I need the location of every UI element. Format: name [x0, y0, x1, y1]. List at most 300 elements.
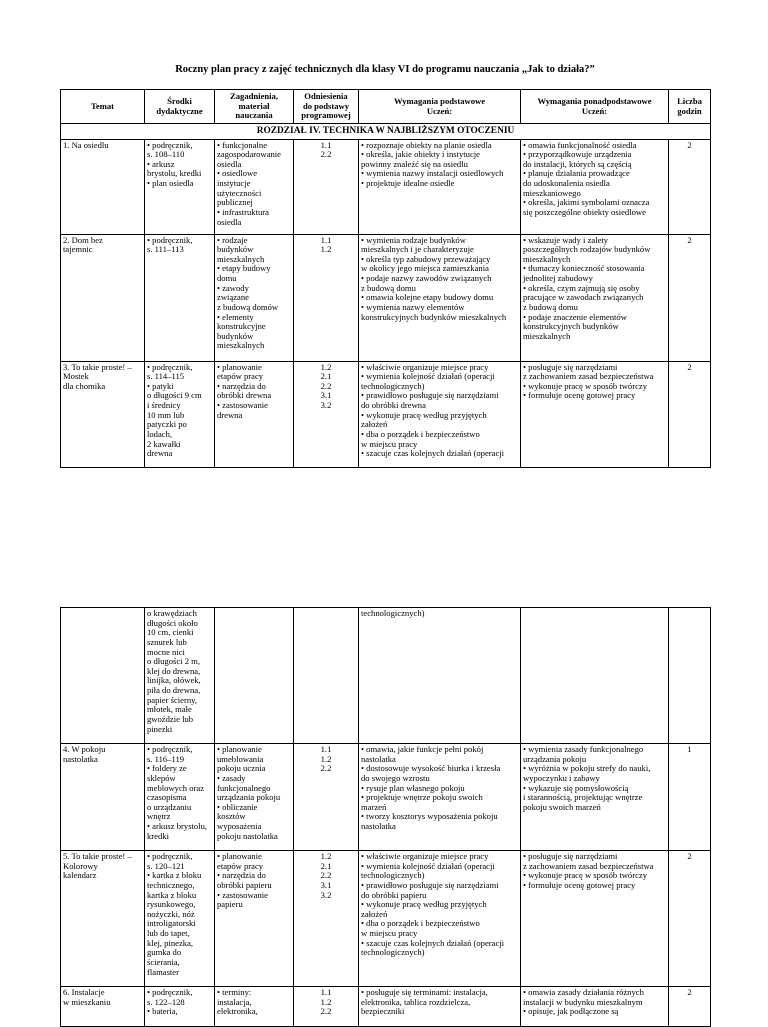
cell-line: • wymienia rodzaje budynków: [361, 234, 466, 245]
cell-line: • posługuje się narzędziami: [523, 361, 618, 372]
cell-line: • omawia zasady działania różnych: [523, 987, 644, 997]
cell-line: osiedla: [217, 158, 242, 169]
cell-line: linijka, ołówek,: [147, 675, 201, 686]
cell-zagadnienia: [215, 608, 294, 744]
section-title: ROZDZIAŁ IV. TECHNIKA W NAJBLIŻSZYM OTOCZENIU: [61, 124, 711, 140]
cell-line: użyteczności: [217, 187, 262, 198]
cell-line: długości około: [147, 617, 198, 628]
cell-line: • planowanie: [217, 361, 262, 372]
cell-temat: [61, 139, 145, 234]
cell-srodki: [145, 139, 215, 234]
cell-line: • rodzaje: [217, 234, 248, 245]
cell-line: i średnicy: [147, 400, 181, 411]
cell-line: • planowanie: [217, 851, 262, 861]
cell-line: 2.1: [320, 860, 332, 871]
cell-line: 1.2: [320, 996, 332, 1007]
cell-line: nastolatka: [63, 753, 98, 764]
cell-line: s. 116–119: [147, 753, 185, 764]
cell-line: budynków: [217, 244, 254, 255]
cell-line: • terminy:: [217, 987, 252, 997]
cell-line: • wykonuje pracę według przyjętych: [361, 899, 487, 910]
cell-line: materiał: [238, 100, 270, 111]
table-row: [61, 744, 711, 851]
cell-line: nastolatka: [361, 753, 396, 764]
cell-line: obróbki papieru: [217, 879, 272, 890]
cell-line: tajemnic: [63, 244, 93, 255]
cell-line: • planuje działania prowadzące: [523, 168, 630, 179]
header-temat: [61, 90, 145, 124]
cell-line: • osiedlowe: [217, 168, 258, 179]
cell-line: • wymienia zasady funkcjonalnego: [523, 744, 644, 754]
cell-line: • funkcjonalne: [217, 139, 268, 150]
cell-line: kalendarz: [63, 870, 97, 881]
cell-line: mocne nici: [147, 646, 185, 657]
cell-line: Zagadnienia,: [230, 91, 278, 102]
table-row: [61, 987, 711, 1027]
cell-line: do udoskonalenia osiedla: [523, 178, 610, 189]
cell-line: • wyróżnia w pokoju strefy do nauki,: [523, 763, 651, 774]
cell-line: poszczególnych rodzajów budynków: [523, 244, 651, 255]
cell-line: • formułuje ocenę gotowej pracy: [523, 390, 636, 401]
cell-line: domu: [217, 273, 237, 284]
cell-line: konstrukcyjne: [217, 321, 266, 332]
cell-line: elektronika,: [217, 1006, 258, 1017]
cell-line: • tłumaczy konieczność stosowania: [523, 263, 645, 274]
cell-line: s. 114–115: [147, 371, 185, 382]
header-wymagania-ponadpodstawowe: [521, 90, 669, 124]
cell-line: • omawia funkcjonalność osiedla: [523, 139, 637, 150]
cell-line: z zachowaniem zasad bezpieczeństwa: [523, 860, 654, 871]
cell-line: o długości 9 cm: [147, 390, 202, 401]
cell-liczba-godzin: 2: [669, 139, 711, 234]
cell-odniesienia: [294, 851, 359, 987]
cell-line: • infrastruktura: [217, 206, 269, 217]
cell-line: • dostosowuje wysokość biurka i krzesła: [361, 763, 501, 774]
cell-line: instalacja,: [217, 996, 252, 1007]
cell-line: osiedla: [217, 216, 242, 227]
cell-line: Uczeń:: [581, 105, 608, 116]
cell-line: papieru: [217, 899, 243, 910]
cell-srodki: [145, 987, 215, 1027]
cell-line: drewna: [147, 448, 173, 459]
cell-srodki: [145, 608, 215, 744]
cell-line: 1.2: [320, 851, 332, 861]
plan-table-part-1: [60, 89, 711, 468]
cell-line: w okolicy jego miejsca zamieszkania: [361, 263, 489, 274]
cell-line: • podaje znaczenie elementów: [523, 311, 627, 322]
cell-liczba-godzin: 2: [669, 234, 711, 361]
cell-line: konstrukcyjnych budynków: [523, 321, 619, 332]
cell-line: • arkusz: [147, 158, 175, 169]
cell-line: • projektuje wnętrze pokoju swoich: [361, 792, 483, 803]
cell-line: • patyki: [147, 380, 174, 391]
cell-liczba-godzin: [669, 608, 711, 744]
cell-line: 1.2: [320, 244, 332, 255]
cell-temat: [61, 851, 145, 987]
cell-line: pracujące w zawodach związanych: [523, 292, 644, 303]
cell-line: 10 mm lub: [147, 409, 185, 420]
cell-line: założeń: [361, 419, 388, 430]
cell-line: nauczania: [235, 110, 273, 121]
cell-line: • omawia kolejne etapy budowy domu: [361, 292, 494, 303]
cell-line: 2 kawałki: [147, 438, 181, 449]
cell-line: papier ścierny,: [147, 694, 198, 705]
cell-srodki: [145, 851, 215, 987]
cell-line: piła do drewna,: [147, 685, 201, 695]
cell-line: 1.1: [320, 139, 332, 150]
cell-line: 2.2: [320, 380, 332, 391]
cell-temat: [61, 234, 145, 361]
cell-line: gumka do: [147, 947, 182, 958]
cell-line: wypoczynku i zabawy: [523, 772, 600, 783]
cell-line: • właściwie organizuje miejsce pracy: [361, 851, 489, 861]
cell-line: Środki: [167, 95, 192, 106]
cell-line: • prawidłowo posługuje się narzędziami: [361, 879, 499, 890]
cell-line: s. 120–121: [147, 860, 185, 871]
header-odniesienia: [294, 90, 359, 124]
cell-line: z zachowaniem zasad bezpieczeństwa: [523, 371, 654, 382]
cell-line: • podręcznik,: [147, 361, 193, 372]
cell-line: • podaje nazwy zawodów związanych: [361, 273, 492, 284]
cell-line: • dba o porządek i bezpieczeństwo: [361, 918, 480, 929]
cell-line: o urządzaniu: [147, 801, 192, 812]
cell-line: o krawędziach: [147, 608, 197, 618]
cell-wymagania-ponadpodstawowe: [521, 608, 669, 744]
cell-zagadnienia: [215, 139, 294, 234]
cell-line: konstrukcyjnych budynków mieszkalnych: [361, 311, 507, 322]
cell-line: technologicznych): [361, 947, 425, 958]
cell-line: • projektuje idealne osiedle: [361, 178, 455, 189]
cell-odniesienia: [294, 139, 359, 234]
cell-line: do swojego wzrostu: [361, 772, 430, 783]
cell-line: do obróbki drewna: [361, 400, 426, 411]
cell-line: • plan osiedla: [147, 178, 194, 189]
table-row: [61, 608, 711, 744]
cell-line: 2.2: [320, 870, 332, 881]
cell-line: mieszkaniowego: [523, 187, 581, 198]
header-liczba-godzin: [669, 90, 711, 124]
cell-line: kartka z bloku: [147, 889, 197, 900]
cell-line: z budową domu: [523, 301, 578, 312]
cell-line: Wymagania podstawowe: [393, 95, 486, 106]
cell-line: zagospodarowanie: [217, 149, 281, 160]
cell-wymagania-ponadpodstawowe: [521, 744, 669, 851]
cell-line: • wymienia nazwy instalacji osiedlowych: [361, 168, 504, 179]
cell-line: bezpieczniki: [361, 1006, 405, 1017]
cell-line: umeblowania: [217, 753, 264, 764]
cell-line: • podręcznik,: [147, 139, 193, 150]
cell-line: • wykazuje się pomysłowością: [523, 782, 629, 793]
cell-line: obróbki drewna: [217, 390, 272, 401]
cell-line: 1.2: [320, 361, 332, 372]
cell-line: • dba o porządek i bezpieczeństwo: [361, 428, 480, 439]
cell-line: 3. To takie proste! –: [63, 361, 132, 372]
cell-line: klej, pinezka,: [147, 937, 194, 948]
header-row: [61, 90, 711, 124]
cell-temat: [61, 744, 145, 851]
cell-line: publicznej: [217, 197, 253, 208]
cell-line: 3.2: [320, 400, 332, 411]
cell-line: i starannością, projektując wnętrze: [523, 792, 643, 803]
cell-line: technologicznych): [361, 608, 425, 618]
cell-line: 2. Dom bez: [63, 234, 103, 245]
cell-line: • elementy: [217, 311, 254, 322]
cell-line: • właściwie organizuje miejsce pracy: [361, 361, 489, 372]
cell-line: • arkusz brystolu,: [147, 821, 208, 831]
cell-line: s. 111–113: [147, 244, 184, 255]
cell-line: 5. To takie proste! –: [63, 851, 132, 861]
cell-line: • określa, jakie obiekty i instytucje: [361, 149, 480, 160]
cell-line: 2.1: [320, 371, 332, 382]
header-srodki: [145, 90, 215, 124]
cell-line: • wykonuje pracę według przyjętych: [361, 409, 487, 420]
cell-line: • narzędzia do: [217, 870, 266, 881]
cell-wymagania-ponadpodstawowe: [521, 139, 669, 234]
cell-line: • wskazuje wady i zalety: [523, 234, 609, 245]
cell-line: lodach,: [147, 428, 173, 439]
cell-line: wnętrz: [147, 811, 171, 822]
cell-line: 1.1: [320, 987, 332, 997]
cell-line: • foldery ze: [147, 763, 187, 774]
cell-temat: [61, 608, 145, 744]
cell-line: instalacji w budynku mieszkalnym: [523, 996, 643, 1007]
cell-line: • etapy budowy: [217, 263, 271, 274]
cell-line: godzin: [677, 105, 702, 116]
cell-line: • formułuje ocenę gotowej pracy: [523, 879, 636, 890]
cell-line: • posługuje się narzędziami: [523, 851, 618, 861]
cell-line: • zasady: [217, 772, 246, 783]
cell-line: • szacuje czas kolejnych działań (operacji: [361, 448, 505, 459]
cell-wymagania-podstawowe: [359, 987, 521, 1027]
cell-line: • wykonuje pracę w sposób twórczy: [523, 380, 648, 391]
cell-line: 3.2: [320, 889, 332, 900]
cell-line: Odniesienia: [304, 91, 348, 102]
cell-zagadnienia: [215, 234, 294, 361]
cell-line: Uczeń:: [426, 105, 453, 116]
cell-line: • bateria,: [147, 1006, 178, 1017]
cell-line: lub do tapet,: [147, 928, 190, 938]
cell-line: w miejscu pracy: [361, 438, 418, 449]
header-zagadnienia: [215, 90, 294, 124]
cell-line: 4. W pokoju: [63, 744, 106, 754]
cell-wymagania-podstawowe: [359, 361, 521, 467]
cell-liczba-godzin: 2: [669, 361, 711, 467]
cell-line: 1.1: [320, 744, 332, 754]
cell-srodki: [145, 361, 215, 467]
cell-line: w miejscu pracy: [361, 928, 418, 938]
table-row: [61, 139, 711, 234]
cell-line: etapów pracy: [217, 860, 264, 871]
cell-line: programowej: [301, 110, 351, 121]
cell-line: s. 108–110: [147, 149, 185, 160]
cell-line: • przyporządkowuje urządzenia: [523, 149, 632, 160]
cell-line: technicznego,: [147, 879, 195, 890]
cell-line: funkcjonalnego: [217, 782, 271, 793]
cell-line: rysunkowego,: [147, 899, 196, 910]
cell-line: do podstawy: [302, 100, 350, 111]
cell-line: 1.2: [320, 753, 332, 764]
page-title: Roczny plan pracy z zajęć technicznych dla klasy VI do programu nauczania „Jak to działa?”: [175, 64, 595, 75]
cell-line: Temat: [90, 100, 115, 111]
cell-line: pokoju swoich marzeń: [523, 801, 601, 812]
cell-line: • szacuje czas kolejnych działań (operacji: [361, 937, 505, 948]
cell-line: • podręcznik,: [147, 234, 193, 245]
table-row: [61, 234, 711, 361]
cell-line: urządzania pokoju: [523, 753, 587, 764]
cell-wymagania-podstawowe: [359, 851, 521, 987]
cell-line: • określa typ zabudowy przeważający: [361, 253, 491, 264]
cell-line: • podręcznik,: [147, 851, 193, 861]
cell-line: Liczba: [677, 95, 702, 106]
cell-line: • podręcznik,: [147, 987, 193, 997]
cell-line: 10 cm, cienki: [147, 627, 194, 638]
cell-line: technologicznych): [361, 380, 425, 391]
cell-line: kosztów: [217, 811, 246, 822]
header-wymagania-podstawowe: [359, 90, 521, 124]
cell-zagadnienia: [215, 987, 294, 1027]
cell-line: klej do drewna,: [147, 665, 201, 676]
cell-line: brystolu, kredki: [147, 168, 202, 179]
cell-line: 2.2: [320, 149, 332, 160]
cell-line: urządzania pokoju: [217, 792, 281, 803]
cell-line: sznurek lub: [147, 636, 187, 647]
cell-line: młotek, małe: [147, 704, 192, 715]
cell-line: powinny znaleźć się na osiedlu: [361, 158, 468, 169]
cell-line: • narzędzia do: [217, 380, 266, 391]
cell-line: dla chomika: [63, 380, 106, 391]
cell-line: meblowych oraz: [147, 782, 205, 793]
cell-line: Mostek: [63, 371, 89, 382]
cell-line: nastolatka: [361, 821, 396, 831]
plan-table-part-2: [60, 607, 711, 1027]
cell-line: z budową domu: [361, 282, 416, 293]
cell-line: technologicznych): [361, 870, 425, 881]
cell-line: nożyczki, nóż: [147, 908, 195, 919]
cell-temat: [61, 361, 145, 467]
cell-line: • opisuje, jak podłączone są: [523, 1006, 619, 1017]
cell-line: 3.1: [320, 390, 332, 401]
cell-line: do instalacji, których są częścią: [523, 158, 632, 169]
cell-line: pokoju ucznia: [217, 763, 266, 774]
cell-line: • wykonuje pracę w sposób twórczy: [523, 870, 648, 881]
cell-line: 6. Instalacje: [63, 987, 105, 997]
cell-srodki: [145, 744, 215, 851]
table-row: [61, 361, 711, 467]
cell-line: czasopisma: [147, 792, 187, 803]
section-row: [61, 124, 711, 140]
cell-line: • zastosowanie: [217, 889, 268, 900]
cell-line: w mieszkaniu: [63, 996, 111, 1007]
cell-line: sklepów: [147, 772, 176, 783]
cell-odniesienia: [294, 987, 359, 1027]
cell-temat: [61, 987, 145, 1027]
cell-line: 1. Na osiedlu: [63, 139, 109, 150]
cell-line: • tworzy kosztorys wyposażenia pokoju: [361, 811, 498, 822]
cell-line: 2.2: [320, 763, 332, 774]
table-row: [61, 851, 711, 987]
cell-line: mieszkalnych i je charakteryzuje: [361, 244, 474, 255]
cell-line: 3.1: [320, 879, 332, 890]
cell-line: 2.2: [320, 1006, 332, 1017]
cell-line: jednolitej zabudowy: [523, 273, 593, 284]
cell-liczba-godzin: 2: [669, 987, 711, 1027]
cell-line: Kolorowy: [63, 860, 98, 871]
cell-line: • rysuje plan własnego pokoju: [361, 782, 465, 793]
cell-line: wyposażenia: [217, 821, 262, 831]
cell-line: • posługuje się terminami: instalacja,: [361, 987, 488, 997]
cell-zagadnienia: [215, 851, 294, 987]
cell-line: • określa, jakimi symbolami oznacza: [523, 197, 650, 208]
cell-line: • określa, czym zajmują się osoby: [523, 282, 640, 293]
cell-line: • podręcznik,: [147, 744, 193, 754]
cell-line: do obróbki papieru: [361, 889, 427, 900]
cell-line: elektronika, tablica rozdzielcza,: [361, 996, 471, 1007]
cell-liczba-godzin: 1: [669, 744, 711, 851]
cell-wymagania-podstawowe: [359, 744, 521, 851]
cell-line: marzeń: [361, 801, 387, 812]
cell-wymagania-ponadpodstawowe: [521, 234, 669, 361]
cell-line: związane: [217, 292, 249, 303]
cell-line: • prawidłowo posługuje się narzędziami: [361, 390, 499, 401]
cell-line: s. 122–128: [147, 996, 185, 1007]
cell-zagadnienia: [215, 744, 294, 851]
cell-line: • wymienia kolejność działań (operacji: [361, 860, 495, 871]
cell-line: z budową domów: [217, 301, 279, 312]
cell-line: mieszkalnych: [523, 330, 571, 341]
cell-line: Wymagania ponadpodstawowe: [537, 95, 652, 106]
cell-line: flamaster: [147, 966, 179, 977]
cell-line: instytucje: [217, 178, 251, 189]
cell-line: pokoju nastolatka: [217, 830, 278, 841]
cell-line: mieszkalnych: [523, 253, 571, 264]
cell-wymagania-ponadpodstawowe: [521, 851, 669, 987]
cell-zagadnienia: [215, 361, 294, 467]
cell-line: • wymienia kolejność działań (operacji: [361, 371, 495, 382]
cell-wymagania-ponadpodstawowe: [521, 987, 669, 1027]
cell-line: • zastosowanie: [217, 400, 268, 411]
cell-odniesienia: [294, 234, 359, 361]
cell-line: • wymienia nazwy elementów: [361, 301, 465, 312]
cell-line: ścierania,: [147, 956, 180, 967]
cell-line: • omawia, jakie funkcje pełni pokój: [361, 744, 484, 754]
cell-wymagania-podstawowe: [359, 608, 521, 744]
cell-odniesienia: [294, 361, 359, 467]
cell-line: budynków: [217, 330, 254, 341]
cell-line: mieszkalnych: [217, 253, 265, 264]
cell-line: dydaktyczne: [156, 105, 203, 116]
cell-line: o długości 2 m,: [147, 656, 200, 667]
cell-odniesienia: [294, 608, 359, 744]
cell-line: drewna: [217, 409, 243, 420]
cell-wymagania-podstawowe: [359, 139, 521, 234]
cell-wymagania-ponadpodstawowe: [521, 361, 669, 467]
cell-line: się poszczególne obiekty osiedlowe: [523, 206, 646, 217]
cell-line: • kartka z bloku: [147, 870, 202, 881]
cell-line: kredki: [147, 830, 169, 841]
cell-line: założeń: [361, 908, 388, 919]
cell-line: introligatorski: [147, 918, 196, 929]
cell-line: mieszkalnych: [217, 340, 265, 351]
cell-line: • planowanie: [217, 744, 262, 754]
cell-odniesienia: [294, 744, 359, 851]
cell-line: patyczki po: [147, 419, 187, 430]
cell-line: pinezki: [147, 723, 173, 734]
cell-line: • obliczanie: [217, 801, 258, 812]
cell-line: gwoździe lub: [147, 713, 194, 724]
cell-line: • rozpoznaje obiekty na planie osiedla: [361, 139, 492, 150]
cell-line: 1.1: [320, 234, 332, 245]
cell-line: • zawody: [217, 282, 249, 293]
